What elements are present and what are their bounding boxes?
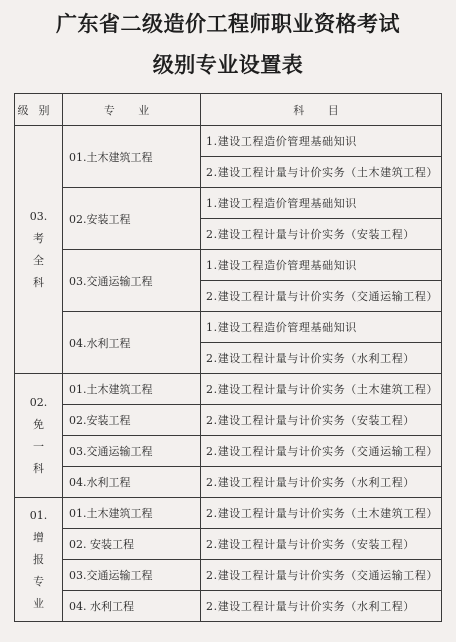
subject-cell: 1.建设工程造价管理基础知识 [200, 311, 442, 343]
subject-cell: 1.建设工程造价管理基础知识 [200, 125, 442, 157]
level-char: 报 [33, 552, 44, 566]
major-cell: 03.交通运输工程 [62, 435, 201, 467]
subject-cell: 1.建设工程造价管理基础知识 [200, 187, 442, 219]
level-char: 全 [33, 253, 44, 267]
subject-cell: 2.建设工程计量与计价实务（交通运输工程） [200, 559, 442, 591]
subject-cell: 2.建设工程计量与计价实务（安装工程） [200, 404, 442, 436]
header-subject: 科 目 [200, 93, 442, 126]
major-cell: 04.水利工程 [62, 466, 201, 498]
document-title: 广东省二级造价工程师职业资格考试 [56, 11, 400, 36]
subject-cell: 2.建设工程计量与计价实务（土木建筑工程） [200, 373, 442, 405]
level-char: 科 [33, 461, 44, 475]
major-cell: 02. 安装工程 [62, 528, 201, 560]
major-cell: 03.交通运输工程 [62, 249, 201, 312]
subject-cell: 2.建设工程计量与计价实务（安装工程） [200, 528, 442, 560]
level-char: 考 [33, 231, 44, 245]
level-cell [14, 497, 63, 622]
major-cell: 04.水利工程 [62, 311, 201, 374]
major-cell: 02.安装工程 [62, 404, 201, 436]
document-subtitle: 级别专业设置表 [152, 52, 304, 77]
level-char: 科 [33, 275, 44, 289]
subject-cell: 2.建设工程计量与计价实务（土木建筑工程） [200, 497, 442, 529]
header-major: 专 业 [62, 93, 201, 126]
level-cell [14, 125, 63, 374]
subject-cell: 2.建设工程计量与计价实务（交通运输工程） [200, 435, 442, 467]
major-cell: 01.土木建筑工程 [62, 125, 201, 188]
major-cell: 01.土木建筑工程 [62, 497, 201, 529]
subject-cell: 2.建设工程计量与计价实务（水利工程） [200, 342, 442, 374]
level-char: 一 [33, 439, 44, 453]
level-cell [14, 373, 63, 498]
subject-cell: 2.建设工程计量与计价实务（水利工程） [200, 590, 442, 622]
level-code: 02. [29, 395, 48, 409]
major-cell: 02.安装工程 [62, 187, 201, 250]
major-cell: 01.土木建筑工程 [62, 373, 201, 405]
subject-cell: 2.建设工程计量与计价实务（土木建筑工程） [200, 156, 442, 188]
level-major-table [14, 93, 442, 639]
level-char: 专 [33, 574, 44, 588]
subject-cell: 2.建设工程计量与计价实务（交通运输工程） [200, 280, 442, 312]
subject-cell: 2.建设工程计量与计价实务（水利工程） [200, 466, 442, 498]
subject-cell: 2.建设工程计量与计价实务（安装工程） [200, 218, 442, 250]
major-cell: 03.交通运输工程 [62, 559, 201, 591]
subject-cell: 1.建设工程造价管理基础知识 [200, 249, 442, 281]
level-code: 03. [29, 209, 48, 223]
major-cell: 04. 水利工程 [62, 590, 201, 622]
header-level: 级别 [14, 93, 63, 126]
level-char: 增 [33, 530, 44, 544]
level-char: 业 [33, 596, 44, 610]
level-char: 免 [33, 417, 44, 431]
level-code: 01. [29, 508, 48, 522]
